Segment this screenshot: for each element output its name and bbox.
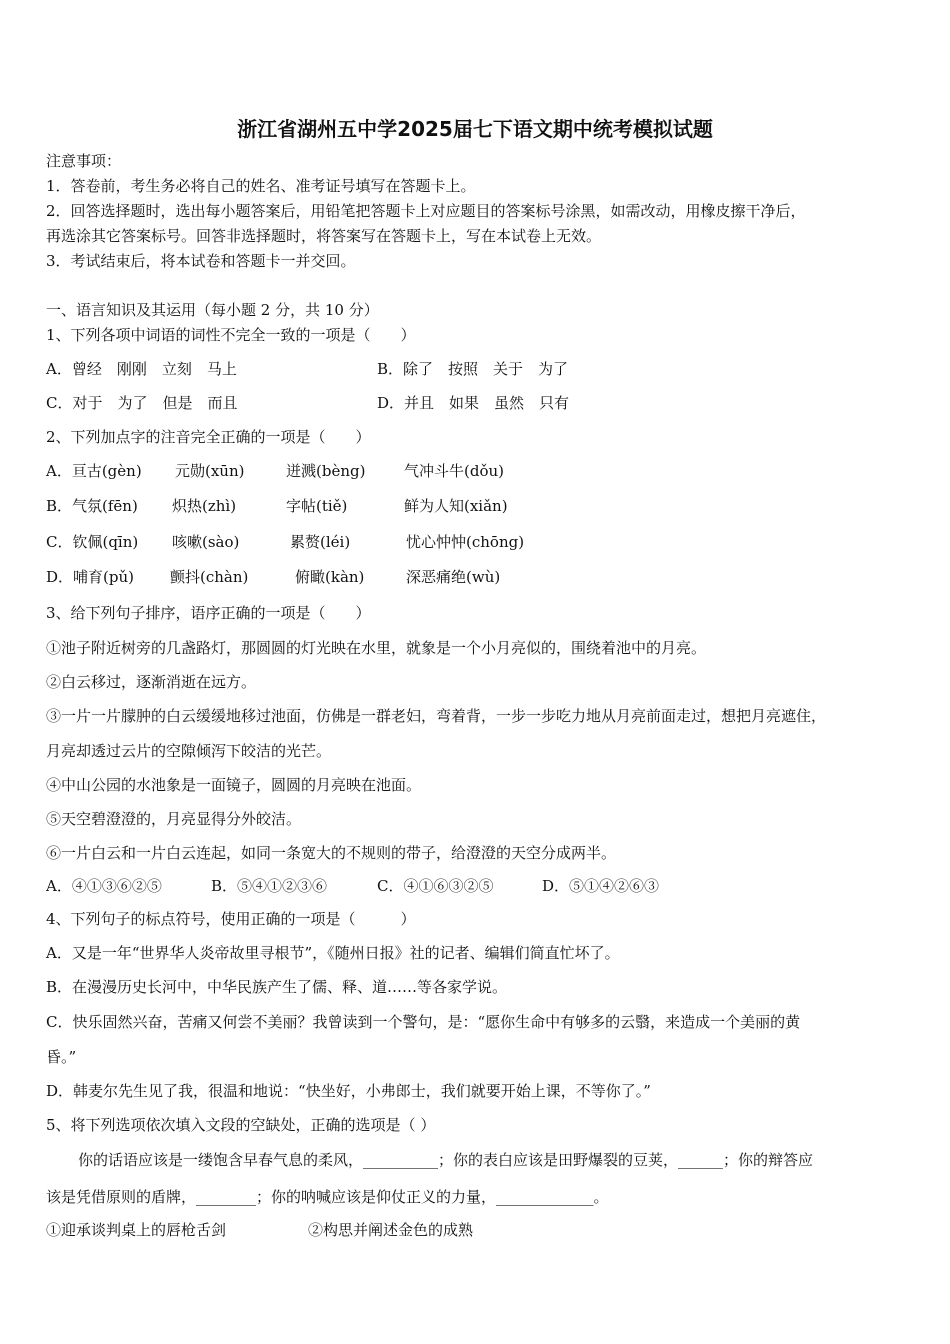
option-d: D．韩麦尔先生见了我，很温和地说：“快坐好，小弗郎士，我们就要开始上课，不等你了。” bbox=[46, 1082, 651, 1100]
option-b: B．除了 按照 关于 为了 bbox=[377, 360, 569, 378]
pinyin-item: 字帖(tiě) bbox=[286, 497, 348, 515]
option-a: A．④①③⑥②⑤ bbox=[46, 877, 162, 895]
pinyin-item: 颤抖(chàn) bbox=[170, 568, 249, 586]
notice-item: 3．考试结束后，将本试卷和答题卡一并交回。 bbox=[46, 252, 356, 270]
sentence: ④中山公园的水池象是一面镜子，圆圆的月亮映在池面。 bbox=[46, 776, 422, 794]
sentence: ⑥一片白云和一片白云连起，如同一条宽大的不规则的带子，给澄澄的天空分成两半。 bbox=[46, 844, 617, 862]
sentence: ⑤天空碧澄澄的，月亮显得分外皎洁。 bbox=[46, 810, 302, 828]
pinyin-item: 累赘(léi) bbox=[290, 533, 351, 551]
option-d: D．并且 如果 虽然 只有 bbox=[377, 394, 570, 412]
pinyin-item: B．气氛(fēn) bbox=[46, 497, 138, 515]
pinyin-item: 炽热(zhì) bbox=[172, 497, 237, 515]
sentence: ②白云移过，逐渐消逝在远方。 bbox=[46, 673, 257, 691]
question-stem: 1、下列各项中词语的词性不完全一致的一项是（ ） bbox=[46, 326, 416, 344]
pinyin-item: 元勋(xūn) bbox=[175, 462, 245, 480]
sentence: 月亮却透过云片的空隙倾泻下皎洁的光芒。 bbox=[46, 742, 332, 760]
pinyin-item: 忧心忡忡(chōng) bbox=[406, 533, 525, 551]
pinyin-item: A．亘古(gèn) bbox=[46, 462, 142, 480]
option-c: C．④①⑥③②⑤ bbox=[377, 877, 494, 895]
pinyin-item: 鲜为人知(xiǎn) bbox=[404, 497, 508, 515]
section-heading: 一、语言知识及其运用（每小题 2 分，共 10 分） bbox=[46, 301, 379, 319]
choice-item: ①迎承谈判桌上的唇枪舌剑 bbox=[46, 1221, 227, 1239]
question-stem: 2、下列加点字的注音完全正确的一项是（ ） bbox=[46, 428, 371, 446]
notice-heading: 注意事项： bbox=[46, 152, 122, 170]
passage: 你的话语应该是一缕饱含早春气息的柔风，__________；你的表白应该是田野爆裂的豆荚，______；你的辩答应 bbox=[78, 1151, 814, 1169]
option-a: A．曾经 刚刚 立刻 马上 bbox=[46, 360, 237, 378]
page-title: 浙江省湖州五中学2025届七下语文期中统考模拟试题 bbox=[237, 117, 713, 141]
option-c: C．快乐固然兴奋，苦痛又何尝不美丽？我曾读到一个警句，是：“愿你生命中有够多的云翳，来造成一个美丽的黄 bbox=[46, 1013, 801, 1031]
notice-item: 1．答卷前，考生务必将自己的姓名、准考证号填写在答题卡上。 bbox=[46, 177, 476, 195]
pinyin-item: 咳嗽(sào) bbox=[172, 533, 240, 551]
pinyin-item: 迸溅(bèng) bbox=[286, 462, 366, 480]
notice-item: 2．回答选择题时，选出每小题答案后，用铅笔把答题卡上对应题目的答案标号涂黑，如需改动，用橡皮擦干净后， bbox=[46, 202, 806, 220]
sentence: ③一片一片朦肿的白云缓缓地移过池面，仿佛是一群老妇，弯着背，一步一步吃力地从月亮前面走过，想把月亮遮住， bbox=[46, 707, 827, 725]
option-c: C．对于 为了 但是 而且 bbox=[46, 394, 238, 412]
pinyin-item: D．哺育(pǔ) bbox=[46, 568, 134, 586]
notice-item: 再选涂其它答案标号。回答非选择题时，将答案写在答题卡上，写在本试卷上无效。 bbox=[46, 227, 602, 245]
option-c-continued: 昏。” bbox=[46, 1048, 77, 1066]
passage: 该是凭借原则的盾牌，________；你的呐喊应该是仰仗正义的力量，_____________。 bbox=[46, 1188, 609, 1206]
sentence: ①池子附近树旁的几盏路灯，那圆圆的灯光映在水里，就象是一个小月亮似的，围绕着池中的月亮。 bbox=[46, 639, 707, 657]
pinyin-item: 俯瞰(kàn) bbox=[295, 568, 365, 586]
option-b: B．在漫漫历史长河中，中华民族产生了儒、释、道……等各家学说。 bbox=[46, 978, 508, 996]
option-a: A．又是一年“世界华人炎帝故里寻根节”，《随州日报》社的记者、编辑们简直忙坏了。 bbox=[46, 944, 620, 962]
choice-item: ②构思并阐述金色的成熟 bbox=[308, 1221, 474, 1239]
question-stem: 5、将下列选项依次填入文段的空缺处，正确的选项是（ ） bbox=[46, 1116, 436, 1134]
question-stem: 4、下列句子的标点符号，使用正确的一项是（ ） bbox=[46, 910, 416, 928]
option-d: D．⑤①④②⑥③ bbox=[542, 877, 660, 895]
pinyin-item: 深恶痛绝(wù) bbox=[406, 568, 501, 586]
option-b: B．⑤④①②③⑥ bbox=[211, 877, 328, 895]
pinyin-item: 气冲斗牛(dǒu) bbox=[404, 462, 504, 480]
pinyin-item: C．钦佩(qīn) bbox=[46, 533, 139, 551]
question-stem: 3、给下列句子排序，语序正确的一项是（ ） bbox=[46, 604, 371, 622]
